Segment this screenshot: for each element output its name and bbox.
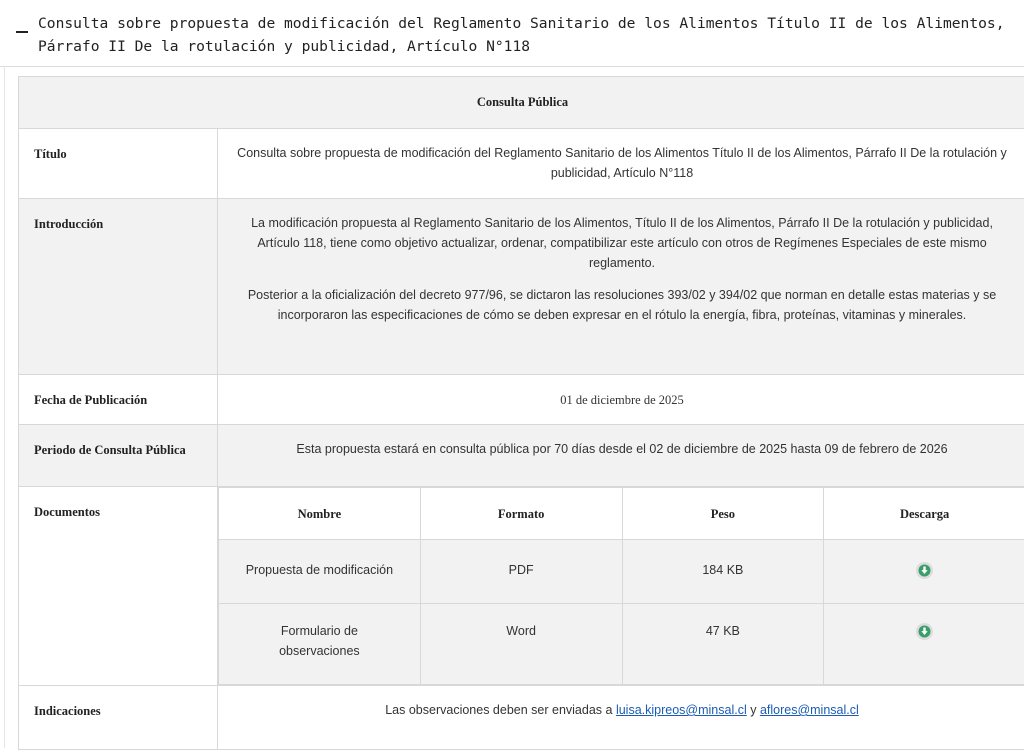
consulta-table (18, 76, 1024, 750)
row-label-documentos: Documentos (34, 487, 202, 520)
column-header-peso: Peso (622, 488, 824, 540)
collapse-icon[interactable] (16, 31, 28, 33)
row-fecha (19, 375, 1024, 425)
table-row (219, 604, 1024, 685)
row-documentos (19, 487, 1024, 686)
table-header: Consulta Pública (19, 77, 1024, 129)
titulo-value: Consulta sobre propuesta de modificación del Reglamento Sanitario de los Alimentos Título II de los Alimentos, Párrafo II De la rotulación y publicidad, Artículo N°118 (236, 129, 1008, 183)
row-titulo (19, 129, 1024, 199)
periodo-value: Esta propuesta estará en consulta pública por 70 días desde el 02 de diciembre de 2025 hasta 09 de febrero de 2026 (236, 425, 1008, 459)
row-introduccion (19, 199, 1024, 375)
download-icon[interactable] (916, 623, 933, 640)
document-size: 184 KB (622, 540, 824, 604)
accordion-header[interactable] (0, 0, 1024, 67)
column-header-nombre: Nombre (219, 488, 421, 540)
document-name: Propuesta de modificación (219, 540, 421, 604)
introduccion-paragraph-1: La modificación propuesta al Reglamento Sanitario de los Alimentos, Título II de los Alimentos, Párrafo II De la rotulación y publicidad, Artículo 118, tiene como objetivo actualizar, ordenar, compatibilizar este artículo con otros de Regímenes Especiales de este mismo reglamento. (236, 199, 1008, 273)
row-label-titulo: Título (34, 129, 202, 162)
accordion-panel (4, 66, 1024, 748)
introduccion-paragraph-2: Posterior a la oficialización del decreto 977/96, se dictaron las resoluciones 393/02 y 394/02 que norman en detalle estas materias y se incorporaron las especificaciones de cómo se deben expresar en el rótulo la energía, fibra, proteínas, vitaminas y minerales. (236, 273, 1008, 325)
row-periodo (19, 425, 1024, 487)
document-format: PDF (420, 540, 622, 604)
row-label-fecha: Fecha de Publicación (34, 375, 202, 408)
column-header-formato: Formato (420, 488, 622, 540)
fecha-value: 01 de diciembre de 2025 (236, 375, 1008, 410)
indicaciones-text (236, 686, 1008, 720)
email-link-luisa[interactable]: luisa.kipreos@minsal.cl (616, 703, 747, 717)
indicaciones-text-mid: y (747, 703, 760, 717)
document-format: Word (420, 604, 622, 685)
document-name: Formulario de observaciones (219, 604, 421, 685)
documents-table (218, 487, 1024, 685)
row-label-periodo: Periodo de Consulta Pública (34, 425, 202, 458)
row-label-indicaciones: Indicaciones (34, 686, 202, 719)
accordion-title[interactable]: Consulta sobre propuesta de modificación del Reglamento Sanitario de los Alimentos Título II de los Alimentos, Párrafo II De la rotulación y publicidad, Artículo N°118 (38, 12, 1018, 58)
indicaciones-text-before: Las observaciones deben ser enviadas a (385, 703, 616, 717)
document-size: 47 KB (622, 604, 824, 685)
email-link-aflores[interactable]: aflores@minsal.cl (760, 703, 859, 717)
row-indicaciones (19, 686, 1024, 750)
column-header-descarga: Descarga (824, 488, 1024, 540)
row-label-introduccion: Introducción (34, 199, 202, 232)
table-row (219, 540, 1024, 604)
download-icon[interactable] (916, 562, 933, 579)
